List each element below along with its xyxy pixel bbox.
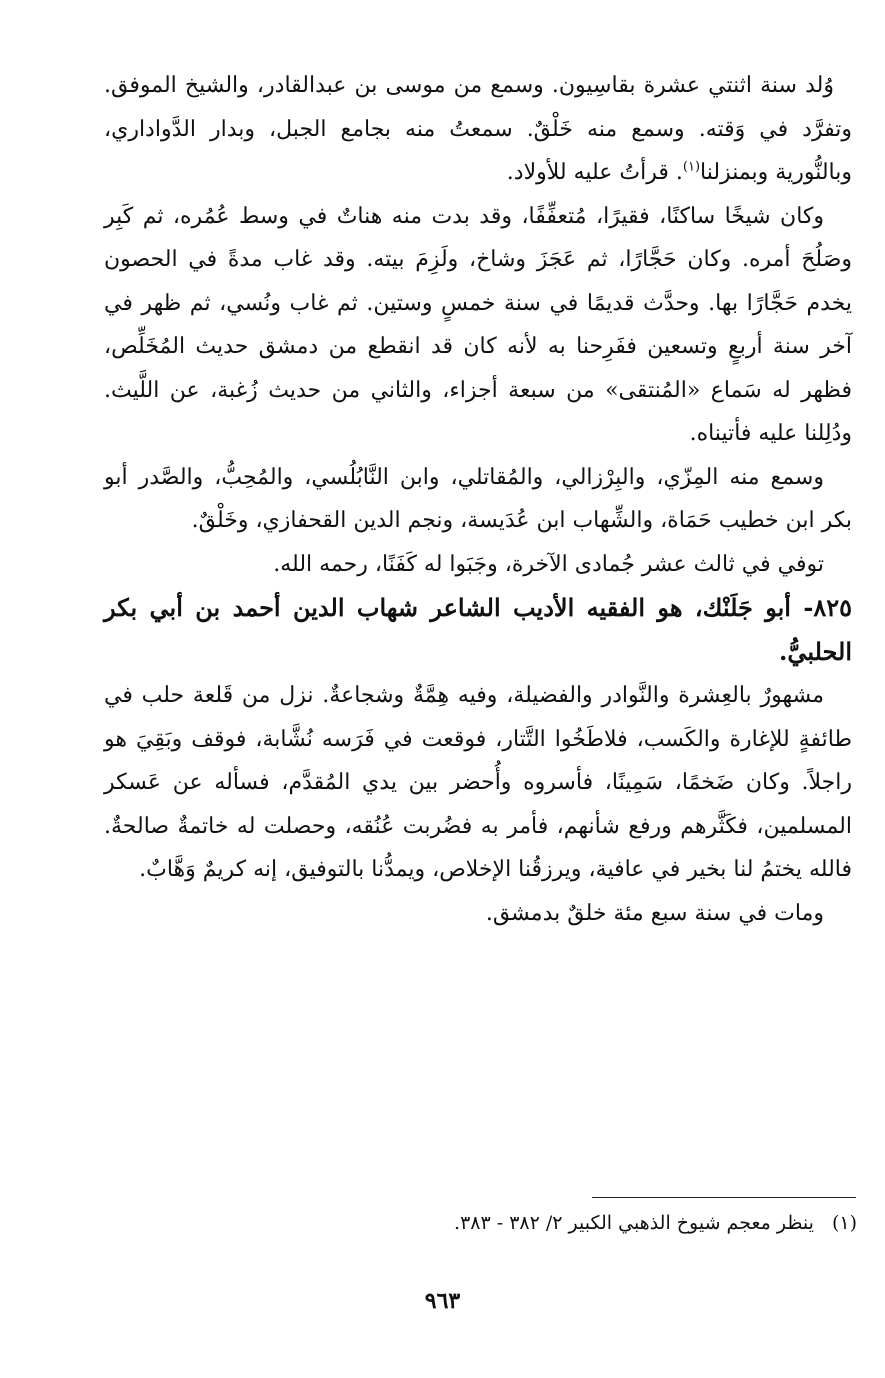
paragraph-year-note: ومات في سنة سبع مئة خلقٌ بدمشق. <box>485 900 824 926</box>
paragraph-birth-tail: . قرأتُ عليه للأولاد. <box>506 160 683 185</box>
page-number: ٩٦٣ <box>424 1288 461 1314</box>
footnote-text: ينظر معجم شيوخ الذهبي الكبير ٢/ ٣٨٢ - ٣٨٣. <box>454 1212 814 1234</box>
paragraph-birth <box>104 64 852 195</box>
entry-heading: ٨٢٥- أبو جَلَنْك، هو الفقيه الأديب الشاعر شهاب الدين أحمد بن أبي بكر الحلبيُّ. <box>104 593 852 666</box>
paragraph-death: توفي في ثالث عشر جُمادى الآخرة، وجَبَوا له كَفَنًا، رحمه الله. <box>273 551 824 577</box>
footnote-reference[interactable]: (١) <box>682 159 701 175</box>
main-text <box>104 64 852 935</box>
paragraph-biography: وكان شيخًا ساكنًا، فقيرًا، مُتعفِّفًا، وقد بدت منه هناتٌ في وسط عُمُره، ثم كَبِر وصَلُحَ أمره. وكان حَجَّارًا، ثم عَجَزَ وشاخ، ولَزِمَ بيته. وقد غاب مدةً في الحصون يخدم حَجَّارًا بها. وحدَّث قديمًا في سنة خمسٍ وستين. ثم غاب ونُسي، ثم ظهر في آخر سنة أربعٍ وتسعين ففَرِحنا به لأنه كان قد انقطع من دمشق حديث المُخَلِّص، فظهر له سَماع «المُنتقى» من سبعة أجزاء، والثاني من حديث زُغبة، عن اللَّيث. ودُلِلنا عليه فأتيناه. <box>104 203 852 446</box>
paragraph-birth-text: وُلد سنة اثنتي عشرة بقاسِيون. وسمع من موسى بن عبدالقادر، والشيخ الموفق. وتفرَّد في وَقته. وسمع منه خَلْقٌ. سمعتُ منه بجامع الجبل، وبدار الدَّواداري، وبالنُّورية وبمنزلنا <box>104 73 852 185</box>
footnote-number: (١) <box>831 1212 857 1234</box>
paragraph-abu-jalank: مشهورٌ بالعِشرة والنَّوادر والفضيلة، وفيه هِمَّةٌ وشجاعةٌ. نزل من قَلعة حلب في طائفةٍ للإغارة والكَسب، فلاطَخُوا التَّتار، فوقعت في فَرَسه نُشَّابة، فوقف وبَقِيَ هو راجلاً. وكان ضَخمًا، سَمِينًا، فأسروه وأُحضر بين يدي المُقدَّم، فسأله عن عَسكر المسلمين، فكَثَّرهم ورفع شأنهم، فأمر به فضُربت عُنُقه، وحصلت له خاتمةٌ صالحةٌ. فالله يختمُ لنا بخير في عافية، ويرزقُنا الإخلاص، ويمدُّنا بالتوفيق، إنه كريمٌ وَهَّابٌ. <box>104 683 852 882</box>
paragraph-students: وسمع منه المِزّي، والبِرْزالي، والمُقاتلي، وابن النَّابُلُسي، والمُحِبُّ، والصَّدر أبو بكر ابن خطيب حَمَاة، والشِّهاب ابن عُدَيسة، ونجم الدين القحفازي، وخَلْقٌ. <box>104 464 852 533</box>
footnote <box>97 1208 857 1238</box>
footnote-divider <box>592 1197 856 1198</box>
